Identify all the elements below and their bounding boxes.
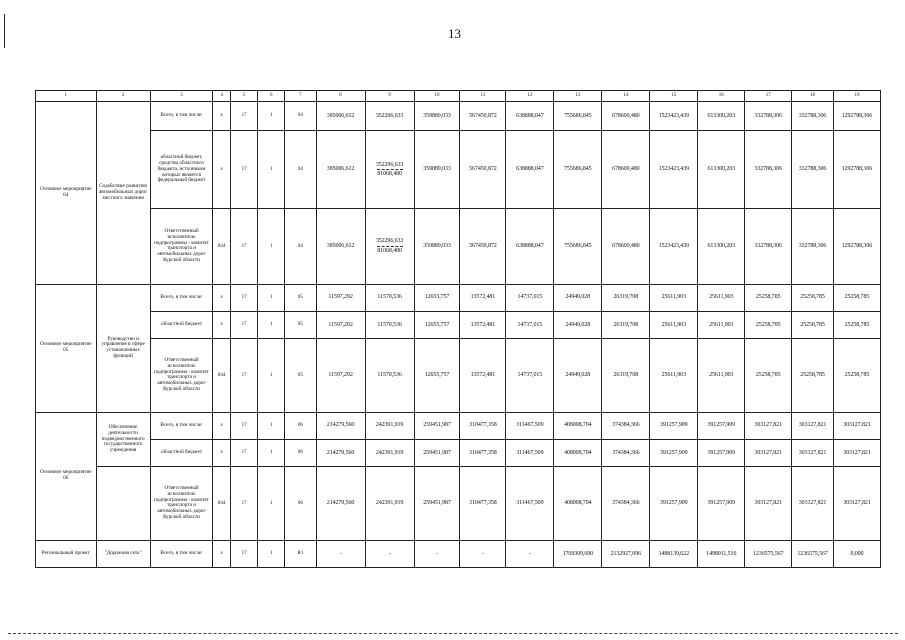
value-cell: 0,000 (833, 540, 880, 567)
source-cell: областной бюджет, средства областного бюджета, источником которых является федеральный бюджет (150, 131, 213, 209)
code-cell: 1 (258, 284, 285, 311)
value-cell: 391257,909 (698, 439, 745, 466)
header-cell: 7 (285, 91, 316, 102)
value-cell: 26319,708 (602, 339, 650, 412)
header-cell: 9 (365, 91, 414, 102)
value-cell: 11597,292 (316, 311, 365, 338)
value-cell: 13572,481 (460, 339, 506, 412)
activity-cell: Основное мероприятие 05 (36, 284, 97, 412)
code-cell: 17 (231, 540, 258, 567)
header-cell: 4 (213, 91, 231, 102)
header-row (36, 91, 881, 102)
value-cell: 613300,203 (698, 102, 745, 131)
activity-cell: Региональный проект (36, 540, 97, 567)
value-cell: 391257,909 (650, 412, 698, 439)
code-cell: х (213, 131, 231, 209)
value-cell: 214279,560 (316, 467, 365, 540)
value-cell: 242391,919 (365, 467, 414, 540)
code-cell: 1 (258, 412, 285, 439)
value-cell: 303127,821 (792, 467, 834, 540)
value-cell: 1523423,439 (650, 209, 698, 285)
table-row (36, 284, 881, 311)
value-cell: 391257,909 (650, 439, 698, 466)
value-cell: 25258,785 (745, 339, 792, 412)
table-row (36, 467, 881, 540)
activity-name-cell: Руководство и управление в сфере установленных функций (96, 284, 150, 412)
table-row (36, 209, 881, 285)
value-cell: 12655,757 (414, 284, 460, 311)
value-cell: 14737,015 (506, 284, 554, 311)
code-cell: х (213, 284, 231, 311)
value-cell: 1292788,306 (833, 209, 880, 285)
value-cell: 11597,292 (316, 284, 365, 311)
code-cell: 04 (285, 102, 316, 131)
table-row (36, 102, 881, 131)
source-cell: Ответственный исполнитель подпрограммы - комитет транспорта и автомобильных дорог Курской области (150, 467, 213, 540)
header-cell: 19 (833, 91, 880, 102)
value-cell: 332788,306 (745, 209, 792, 285)
value-cell: - (365, 540, 414, 567)
code-cell: х (213, 412, 231, 439)
value-cell: 332788,306 (792, 209, 834, 285)
value-cell: 24949,028 (554, 284, 602, 311)
value-cell: 14737,015 (506, 311, 554, 338)
value-cell: 391257,909 (698, 467, 745, 540)
value-cell: 25258,785 (833, 339, 880, 412)
value-cell: 12655,757 (414, 311, 460, 338)
value-cell: 408008,704 (554, 439, 602, 466)
value-cell: 12655,757 (414, 339, 460, 412)
value-cell: 408008,704 (554, 467, 602, 540)
page-number: 13 (448, 26, 461, 41)
value-cell: 613300,203 (698, 209, 745, 285)
value-cell: - (414, 540, 460, 567)
value-cell: 332788,306 (745, 131, 792, 209)
dashed-separator (377, 169, 403, 170)
value-cell: 755686,845 (554, 209, 602, 285)
value-cell: 311467,509 (506, 439, 554, 466)
code-cell: 17 (231, 131, 258, 209)
source-cell: Всего, в том числе: (150, 102, 213, 131)
value-cell: 678600,480 (602, 131, 650, 209)
activity-name-cell: "Дорожная сеть" (96, 540, 150, 567)
value-cell: 1488139,622 (650, 540, 698, 567)
code-cell: 844 (213, 209, 231, 285)
activity-name-cell: Обеспечение деятельности подведомственного государственного учреждения (96, 412, 150, 467)
value-cell: 310477,358 (460, 412, 506, 439)
value-cell: 332788,306 (745, 102, 792, 131)
header-cell: 17 (745, 91, 792, 102)
value-cell: 11570,536 (365, 339, 414, 412)
header-cell: 18 (792, 91, 834, 102)
value-cell: 352296,633 (365, 102, 414, 131)
value-cell: 638888,047 (506, 102, 554, 131)
header-cell: 2 (96, 91, 150, 102)
value-cell: 25258,785 (792, 339, 834, 412)
value-cell: 25611,903 (650, 311, 698, 338)
value-cell: 303127,821 (792, 439, 834, 466)
code-cell: 17 (231, 209, 258, 285)
value-cell: 310477,358 (460, 467, 506, 540)
header-cell: 14 (602, 91, 650, 102)
source-cell: Всего, в том числе: (150, 412, 213, 439)
budget-table (35, 90, 881, 568)
value-cell: 242391,919 (365, 412, 414, 439)
value-cell: 25611,903 (698, 284, 745, 311)
value-cell: 303127,821 (745, 412, 792, 439)
value-cell: 25611,903 (698, 311, 745, 338)
header-cell: 5 (231, 91, 258, 102)
value-cell: 214279,560 (316, 439, 365, 466)
value-cell: 25258,785 (792, 284, 834, 311)
value-cell: 13572,481 (460, 311, 506, 338)
code-cell: 05 (285, 339, 316, 412)
value-cell: 359889,033 (414, 209, 460, 285)
header-cell: 16 (698, 91, 745, 102)
value-cell: 26319,708 (602, 284, 650, 311)
split-value-cell (365, 131, 414, 209)
code-cell: х (213, 102, 231, 131)
table-row (36, 439, 881, 466)
value-cell: 678600,480 (602, 102, 650, 131)
value-cell: 14737,015 (506, 339, 554, 412)
value-cell: 391257,909 (698, 412, 745, 439)
value-cell: 303127,821 (792, 412, 834, 439)
code-cell: 04 (285, 131, 316, 209)
value-cell: 303127,821 (745, 439, 792, 466)
value-text: 81068,480 (377, 171, 402, 178)
value-cell: 11570,536 (365, 311, 414, 338)
code-cell: 1 (258, 339, 285, 412)
source-cell: областной бюджет (150, 311, 213, 338)
value-cell: 1769309,690 (554, 540, 602, 567)
source-cell: Всего, в том числе: (150, 284, 213, 311)
value-cell: 13572,481 (460, 284, 506, 311)
value-cell: 259451,987 (414, 439, 460, 466)
value-cell: 259451,987 (414, 467, 460, 540)
value-cell: 25258,785 (745, 311, 792, 338)
code-cell: 1 (258, 209, 285, 285)
value-cell: 567450,872 (460, 209, 506, 285)
value-cell: 385006,612 (316, 102, 365, 131)
code-cell: 17 (231, 284, 258, 311)
code-cell: 17 (231, 102, 258, 131)
code-cell: 04 (285, 209, 316, 285)
value-cell: 613300,203 (698, 131, 745, 209)
split-value-cell (365, 209, 414, 285)
bottom-scan-rule (8, 633, 898, 634)
value-cell: 2132927,096 (602, 540, 650, 567)
value-cell: - (316, 540, 365, 567)
table-row (36, 540, 881, 567)
value-cell: 1236575,567 (792, 540, 834, 567)
code-cell: 06 (285, 439, 316, 466)
code-cell: 1 (258, 439, 285, 466)
value-cell: 214279,560 (316, 412, 365, 439)
value-cell: 638888,047 (506, 131, 554, 209)
code-cell: 06 (285, 467, 316, 540)
value-cell: 332788,306 (792, 131, 834, 209)
value-cell: 311467,509 (506, 467, 554, 540)
value-cell: 638888,047 (506, 209, 554, 285)
value-cell: 25258,785 (833, 311, 880, 338)
value-cell: 303127,821 (745, 467, 792, 540)
value-cell: 567450,872 (460, 102, 506, 131)
header-cell: 1 (36, 91, 97, 102)
source-cell: областной бюджет (150, 439, 213, 466)
value-cell: 359889,033 (414, 131, 460, 209)
header-cell: 10 (414, 91, 460, 102)
value-cell: 26319,708 (602, 311, 650, 338)
value-cell: 242391,919 (365, 439, 414, 466)
value-cell: 303127,821 (833, 439, 880, 466)
code-cell: 1 (258, 131, 285, 209)
table-row (36, 412, 881, 439)
code-cell: 1 (258, 311, 285, 338)
code-cell: 844 (213, 467, 231, 540)
value-cell: 1498011,516 (698, 540, 745, 567)
value-cell: 25258,785 (745, 284, 792, 311)
header-cell: 15 (650, 91, 698, 102)
value-cell: 25258,785 (792, 311, 834, 338)
value-cell: 24949,028 (554, 339, 602, 412)
value-cell: 24949,028 (554, 311, 602, 338)
code-cell: 17 (231, 467, 258, 540)
header-cell: 3 (150, 91, 213, 102)
value-cell: 385006,612 (316, 131, 365, 209)
source-cell: Ответственный исполнитель подпрограммы - комитет транспорта и автомобильных дорог Курской области (150, 339, 213, 412)
value-cell: 567450,872 (460, 131, 506, 209)
code-cell: 06 (285, 412, 316, 439)
value-cell: 374384,366 (602, 412, 650, 439)
code-cell: 05 (285, 311, 316, 338)
value-cell: 11570,536 (365, 284, 414, 311)
value-cell: 259451,987 (414, 412, 460, 439)
value-cell: - (506, 540, 554, 567)
code-cell: R1 (285, 540, 316, 567)
code-cell: 05 (285, 284, 316, 311)
header-cell: 6 (258, 91, 285, 102)
code-cell: 1 (258, 102, 285, 131)
left-margin-rule (4, 14, 5, 48)
header-cell: 13 (554, 91, 602, 102)
value-cell: 1523423,439 (650, 131, 698, 209)
value-cell: 374384,366 (602, 439, 650, 466)
code-cell: 17 (231, 412, 258, 439)
value-cell: 385006,612 (316, 209, 365, 285)
value-cell: 310477,358 (460, 439, 506, 466)
header-cell: 11 (460, 91, 506, 102)
value-cell: 303127,821 (833, 467, 880, 540)
code-cell: х (213, 540, 231, 567)
value-cell: 408008,704 (554, 412, 602, 439)
source-cell: Всего, в том числе: (150, 540, 213, 567)
value-cell: 1292788,306 (833, 131, 880, 209)
value-text: 352296,633 (375, 238, 404, 245)
table-row (36, 311, 881, 338)
activity-cell: Основное мероприятие 06 (36, 412, 97, 540)
value-cell: 374384,366 (602, 467, 650, 540)
activity-cell: Основное мероприятие 04 (36, 102, 97, 285)
value-cell: 359889,033 (414, 102, 460, 131)
value-cell: 25611,903 (650, 339, 698, 412)
value-cell: 1292788,306 (833, 102, 880, 131)
value-cell: 303127,821 (833, 412, 880, 439)
value-cell: 25611,903 (650, 284, 698, 311)
code-cell: 17 (231, 311, 258, 338)
value-cell: 25611,903 (698, 339, 745, 412)
value-text: 352296,633 (375, 161, 404, 168)
value-cell: 1236575,567 (745, 540, 792, 567)
code-cell: 844 (213, 339, 231, 412)
value-text: 81068,480 (377, 247, 402, 254)
activity-name-cell: Содействие развитию автомобильных дорог местного значения (96, 102, 150, 285)
code-cell: х (213, 311, 231, 338)
value-cell: 311467,509 (506, 412, 554, 439)
source-cell: Ответственный исполнитель подпрограммы - комитет транспорта и автомобильных дорог Курской области (150, 209, 213, 285)
value-cell: 755686,845 (554, 102, 602, 131)
code-cell: 1 (258, 467, 285, 540)
value-cell: 678600,480 (602, 209, 650, 285)
value-cell: 332788,306 (792, 102, 834, 131)
code-cell: 1 (258, 540, 285, 567)
table-row (36, 131, 881, 209)
header-cell: 8 (316, 91, 365, 102)
value-cell: 11597,292 (316, 339, 365, 412)
value-cell: 391257,909 (650, 467, 698, 540)
empty-cell (96, 467, 150, 540)
value-cell: - (460, 540, 506, 567)
code-cell: 17 (231, 439, 258, 466)
table-row (36, 339, 881, 412)
value-cell: 25258,785 (833, 284, 880, 311)
code-cell: х (213, 439, 231, 466)
value-cell: 1523423,439 (650, 102, 698, 131)
dashed-separator (377, 246, 403, 247)
header-cell: 12 (506, 91, 554, 102)
code-cell: 17 (231, 339, 258, 412)
value-cell: 755686,845 (554, 131, 602, 209)
